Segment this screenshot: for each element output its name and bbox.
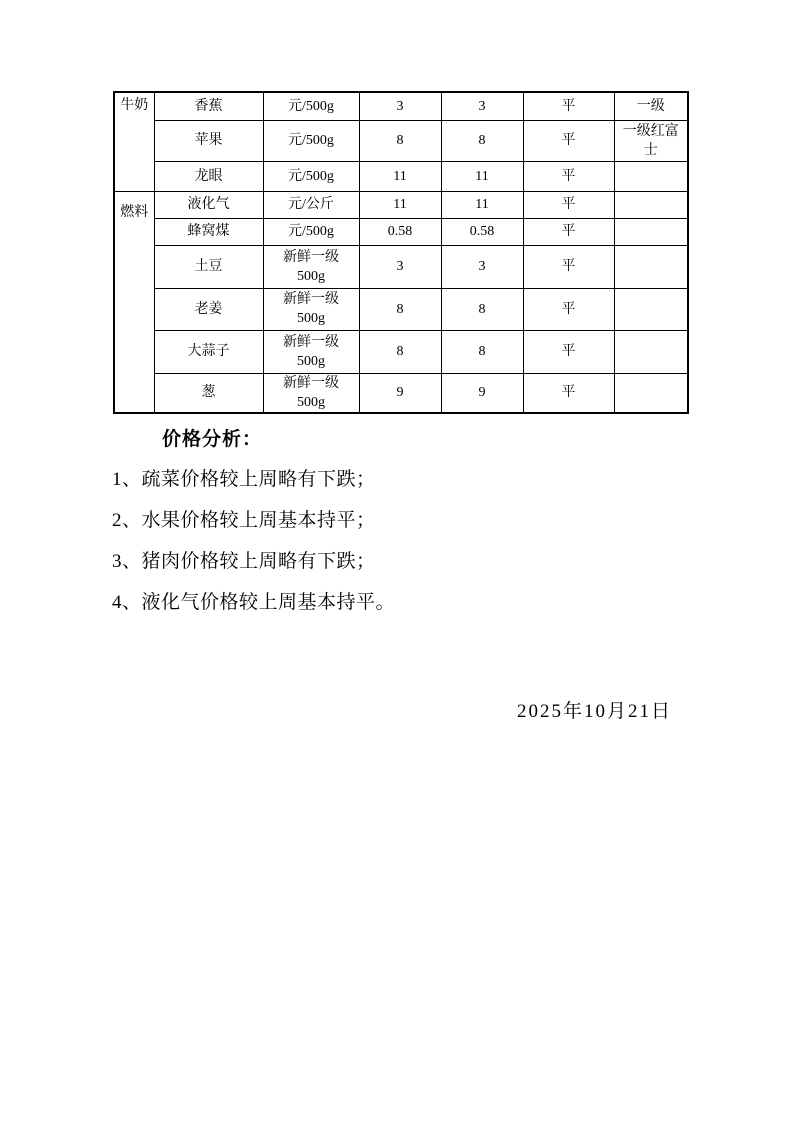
price-table-body <box>114 92 688 413</box>
cell-item: 龙眼 <box>154 161 263 191</box>
cell-spec: 新鲜一级500g <box>263 373 359 413</box>
cell-price-current: 3 <box>359 92 441 120</box>
cell-remark: 一级红富士 <box>614 120 688 161</box>
cell-item: 土豆 <box>154 245 263 288</box>
cell-price-previous: 11 <box>441 191 523 218</box>
cell-price-current: 8 <box>359 288 441 330</box>
cell-price-previous: 0.58 <box>441 218 523 245</box>
cell-price-previous: 3 <box>441 245 523 288</box>
analysis-item: 4、液化气价格较上周基本持平。 <box>112 592 396 613</box>
cell-spec: 元/500g <box>263 92 359 120</box>
cell-trend: 平 <box>523 120 614 161</box>
table-row <box>114 373 688 413</box>
table-row <box>114 218 688 245</box>
table-row <box>114 288 688 330</box>
cell-spec: 新鲜一级500g <box>263 288 359 330</box>
table-row <box>114 120 688 161</box>
cell-trend: 平 <box>523 245 614 288</box>
cell-spec: 新鲜一级500g <box>263 330 359 373</box>
cell-item: 液化气 <box>154 191 263 218</box>
cell-price-current: 8 <box>359 330 441 373</box>
analysis-heading: 价格分析： <box>162 429 263 450</box>
cell-price-current: 11 <box>359 161 441 191</box>
cell-price-current: 3 <box>359 245 441 288</box>
cell-remark <box>614 373 688 413</box>
cell-category: 牛奶 <box>114 92 154 191</box>
cell-remark: 一级 <box>614 92 688 120</box>
table-row <box>114 191 688 218</box>
cell-item: 葱 <box>154 373 263 413</box>
document-date: 2025年10月21日 <box>516 701 672 722</box>
cell-spec: 元/500g <box>263 218 359 245</box>
cell-remark <box>614 330 688 373</box>
analysis-item: 1、疏菜价格较上周略有下跌； <box>112 469 376 490</box>
analysis-item: 3、猪肉价格较上周略有下跌； <box>112 551 376 572</box>
cell-price-current: 0.58 <box>359 218 441 245</box>
cell-spec: 元/500g <box>263 161 359 191</box>
cell-remark <box>614 191 688 218</box>
cell-remark <box>614 218 688 245</box>
table-row <box>114 330 688 373</box>
cell-price-current: 9 <box>359 373 441 413</box>
table-row <box>114 161 688 191</box>
cell-price-previous: 9 <box>441 373 523 413</box>
analysis-item: 2、水果价格较上周基本持平； <box>112 510 376 531</box>
cell-price-previous: 8 <box>441 330 523 373</box>
cell-item: 香蕉 <box>154 92 263 120</box>
cell-trend: 平 <box>523 218 614 245</box>
cell-trend: 平 <box>523 373 614 413</box>
cell-price-current: 8 <box>359 120 441 161</box>
cell-remark <box>614 245 688 288</box>
cell-price-previous: 8 <box>441 120 523 161</box>
cell-price-current: 11 <box>359 191 441 218</box>
cell-price-previous: 11 <box>441 161 523 191</box>
cell-trend: 平 <box>523 92 614 120</box>
cell-category: 燃料 <box>114 191 154 413</box>
price-table <box>113 91 689 414</box>
table-row <box>114 92 688 120</box>
analysis-list <box>112 459 395 623</box>
cell-price-previous: 3 <box>441 92 523 120</box>
cell-trend: 平 <box>523 161 614 191</box>
cell-price-previous: 8 <box>441 288 523 330</box>
cell-item: 苹果 <box>154 120 263 161</box>
cell-item: 蜂窝煤 <box>154 218 263 245</box>
cell-spec: 元/公斤 <box>263 191 359 218</box>
cell-item: 大蒜子 <box>154 330 263 373</box>
cell-trend: 平 <box>523 191 614 218</box>
cell-trend: 平 <box>523 330 614 373</box>
cell-remark <box>614 288 688 330</box>
cell-remark <box>614 161 688 191</box>
cell-spec: 新鲜一级500g <box>263 245 359 288</box>
cell-item: 老姜 <box>154 288 263 330</box>
cell-trend: 平 <box>523 288 614 330</box>
cell-spec: 元/500g <box>263 120 359 161</box>
table-row <box>114 245 688 288</box>
